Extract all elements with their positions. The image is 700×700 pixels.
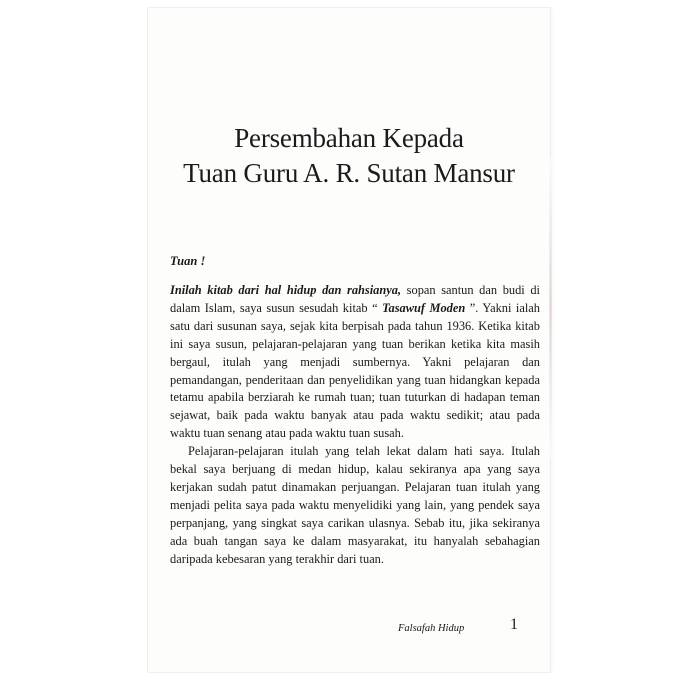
paragraph-1 (170, 282, 540, 443)
paragraph-2: Pelajaran-pelajaran itulah yang telah lekat dalam hati saya. Itulah bekal saya berjuang di medan hidup, kalau sekiranya apa yang saya kerjakan sudah patut dinamakan perjuangan. Pelajaran tuan itulah yang menjadi pelita saya pada waktu menyelidiki yang lain, yang pendek saya perpanjang, yang singkat saya carikan ulasnya. Sebab itu, jika sekiranya ada buah tangan saya ke dalam masyarakat, itu hanyalah sebahagian daripada kebesaran yang terakhir dari tuan. (170, 444, 540, 566)
running-footer-title: Falsafah Hidup (398, 623, 465, 634)
bleed-through-text (178, 53, 528, 128)
book-page (148, 8, 550, 672)
title-line-2: Tuan Guru A. R. Sutan Mansur (183, 158, 515, 188)
page-edge-shadow (549, 158, 552, 458)
paragraph-1-part-2: ”. Yakni ialah satu dari susunan saya, sejak kita berpisah pada tahun 1936. Ketika kitab ini saya susun, pelajaran-pelajaran yang tuan berikan ketika kita masih bergaul, itulah yang menjadi sumbernya. Yakni pelajaran dan pemandangan, penderitaan dan penyelidikan yang tuan hidangkan kepada tetamu apabila berziarah ke rumah tuan; tuan tuturkan di hadapan teman sejawat, baik pada waktu banyak atau pada waktu sedikit; atau pada waktu tuan senang atau pada waktu tuan susah. (170, 300, 540, 441)
paragraph-1-part-1: sopan santun dan budi di dalam Islam, saya susun sesudah kitab “ (170, 283, 540, 315)
paragraph-1-lead: Inilah kitab dari hal hidup dan rahsianya, (170, 283, 402, 297)
page-number: 1 (510, 616, 518, 633)
body-text (170, 282, 540, 569)
page-title (148, 121, 550, 191)
book-title-reference: Tasawuf Moden (377, 300, 466, 315)
salutation: Tuan ! (170, 254, 206, 268)
title-line-1: Persembahan Kepada (234, 123, 464, 153)
